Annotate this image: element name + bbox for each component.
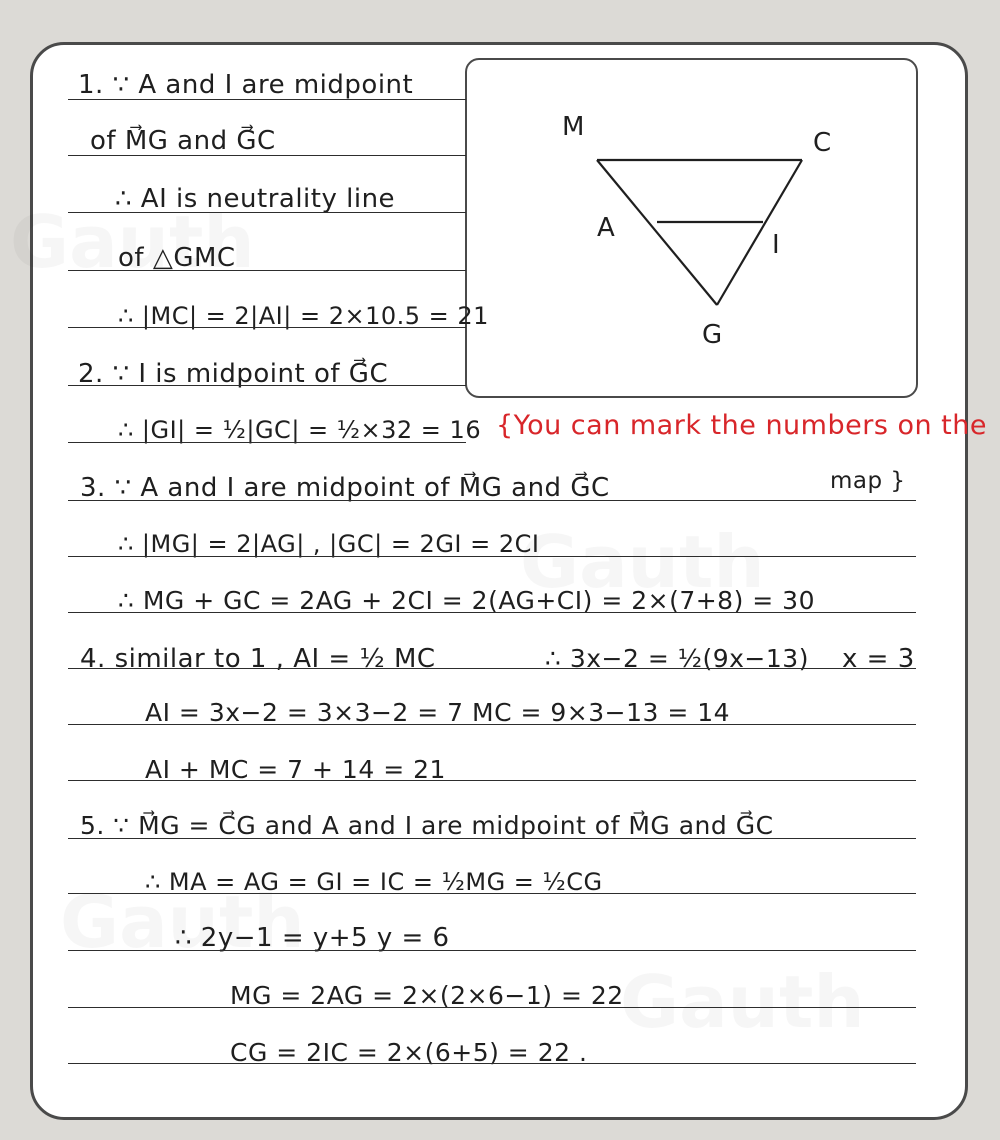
ruled-line (68, 668, 916, 669)
ruled-line (68, 838, 916, 839)
solution-line: ∴ MA = AG = GI = IC = ½MG = ½CG (145, 868, 603, 896)
ruled-line (68, 327, 466, 328)
point-label-a: A (597, 213, 615, 243)
solution-line: 5. ∵ M⃗G = C⃗G and A and I are midpoint of M⃗G and G⃗C (80, 811, 774, 840)
map-note: {You can mark the numbers on the (496, 410, 987, 441)
solution-line: MG = 2AG = 2×(2×6−1) = 22 (230, 981, 624, 1010)
ruled-line (68, 1007, 916, 1008)
ruled-line (68, 780, 916, 781)
point-label-i: I (772, 230, 780, 260)
ruled-line (68, 270, 466, 271)
solution-line: ∴ |MC| = 2|AI| = 2×10.5 = 21 (118, 302, 489, 330)
ruled-line (68, 950, 916, 951)
ruled-line (68, 385, 466, 386)
segment-cg (717, 160, 802, 305)
solution-line: 1. ∵ A and I are midpoint (78, 70, 414, 100)
solution-line: of △GMC (118, 243, 236, 273)
ruled-line (68, 212, 466, 213)
ruled-line (68, 442, 466, 443)
segment-mg (597, 160, 717, 305)
solution-line: of M⃗G and G⃗C (90, 126, 276, 156)
solution-line: ∴ MG + GC = 2AG + 2CI = 2(AG+CI) = 2×(7+8) = 30 (118, 586, 815, 615)
solution-line: 3. ∵ A and I are midpoint of M⃗G and G⃗C (80, 473, 610, 503)
ruled-line (68, 724, 916, 725)
solution-line: ∴ |MG| = 2|AG| , |GC| = 2GI = 2CI (118, 530, 540, 558)
solution-line: ∴ 3x−2 = ½(9x−13) (545, 644, 809, 673)
point-label-c: C (813, 128, 832, 158)
triangle-figure (465, 58, 918, 398)
ruled-line (68, 1063, 916, 1064)
solution-line: AI + MC = 7 + 14 = 21 (145, 755, 446, 784)
ruled-line (68, 893, 916, 894)
solution-line: CG = 2IC = 2×(6+5) = 22 . (230, 1038, 588, 1067)
ruled-line (68, 155, 466, 156)
solution-line: 4. similar to 1 , AI = ½ MC (80, 644, 436, 674)
solution-line: AI = 3x−2 = 3×3−2 = 7 MC = 9×3−13 = 14 (145, 698, 731, 727)
ruled-line (68, 99, 466, 100)
solution-line: 2. ∵ I is midpoint of G⃗C (78, 359, 389, 389)
solution-line: ∴ |GI| = ½|GC| = ½×32 = 16 (118, 416, 482, 444)
solution-line: ∴ AI is neutrality line (115, 184, 396, 214)
map-note-end: map } (830, 468, 906, 494)
solution-line: ∴ 2y−1 = y+5 y = 6 (175, 923, 450, 953)
triangle-diagram (467, 60, 920, 400)
point-label-g: G (702, 320, 723, 350)
point-label-m: M (562, 112, 585, 142)
ruled-line (68, 500, 916, 501)
ruled-line (68, 556, 916, 557)
ruled-line (68, 612, 916, 613)
solution-line: x = 3 (842, 644, 915, 674)
